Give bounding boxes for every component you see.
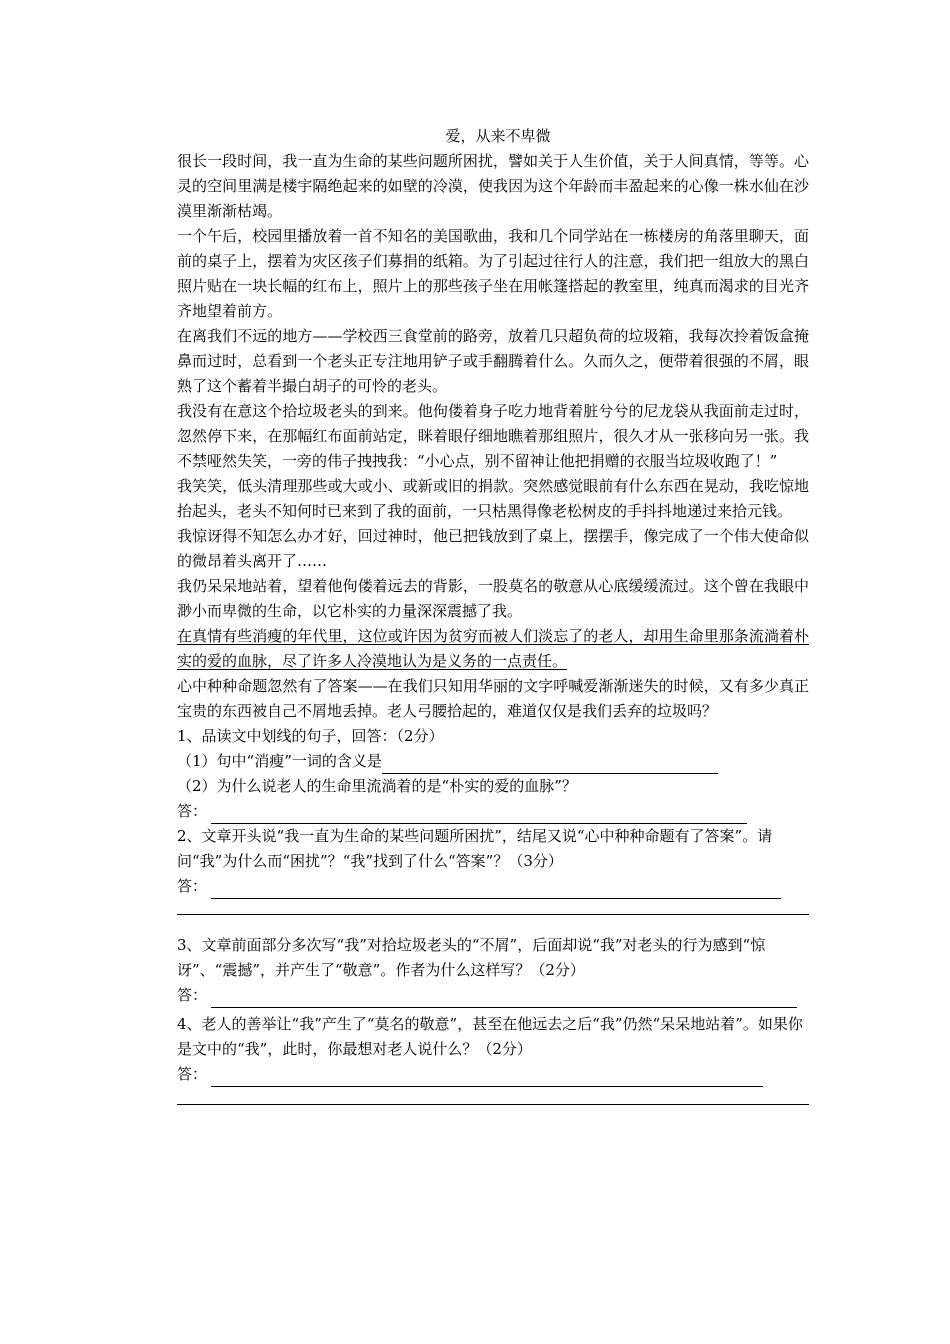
question-1: 1、品读文中划线的句子，回答：（2分） [177, 727, 444, 745]
answer-label: 答： [177, 986, 208, 1004]
paragraph-1: 很长一段时间，我一直为生命的某些问题所困扰，譬如关于人生价值，关于人间真情，等等。心灵的空间里满是楼宇隔绝起来的如壁的冷漠，使我因为这个年龄而丰盈起来的心像一株水仙在沙漠里渐渐枯竭。 [177, 152, 809, 220]
underlined-sentence: 在真情有些消瘦的年代里，这位或许因为贫穷而被人们淡忘了的老人，却用生命里那条流淌着朴实的爱的血脉，尽了许多人冷漠地认为是义务的一点责任。 [177, 627, 809, 670]
paragraph-9: 心中种种命题忽然有了答案——在我们只知用华丽的文字呼喊爱渐渐迷失的时候，又有多少真正宝贵的东西被自己不屑地丢掉。老人弓腰拾起的，难道仅仅是我们丢弃的垃圾吗？ [177, 677, 809, 720]
answer-line-2b[interactable] [177, 913, 809, 915]
article-title: 爱，从来不卑微 [445, 127, 551, 145]
paragraph-5: 我笑笑，低头清理那些或大或小、或新或旧的捐款。突然感觉眼前有什么东西在晃动，我吃惊地抬起头，老头不知何时已来到了我的面前，一只枯黑得像老松树皮的手抖抖地递过来拾元钱。 [177, 477, 809, 520]
answer-blank-2[interactable] [211, 882, 781, 899]
worksheet [177, 123, 809, 1123]
paragraph-7: 我仍呆呆地站着，望着他佝偻着远去的背影，一股莫名的敬意从心底缓缓流过。这个曾在我眼中渺小而卑微的生命，以它朴实的力量深深震撼了我。 [177, 577, 809, 620]
answer-blank-1-2[interactable] [211, 807, 747, 824]
answer-line-4b[interactable] [177, 1103, 809, 1105]
question-1-1-row [177, 749, 809, 774]
answer-blank-1-1[interactable] [382, 757, 718, 774]
answer-label: 答： [177, 802, 208, 820]
question-1-2: （2）为什么说老人的生命里流淌着的是“朴实的爱的血脉”？ [177, 777, 577, 795]
answer-label: 答： [177, 877, 208, 895]
paragraph-3: 在离我们不远的地方——学校西三食堂前的路旁，放着几只超负荷的垃圾箱，我每次拎着饭盒掩鼻而过时，总看到一个老头正专注地用铲子或手翻腾着什么。久而久之，便带着很强的不屑，眼熟了这个蓄着半撮白胡子的可怜的老头。 [177, 327, 809, 395]
answer-label: 答： [177, 1065, 208, 1083]
answer-row-2 [177, 874, 809, 899]
answer-row-4 [177, 1062, 809, 1087]
question-1-1: （1）句中“消瘦”一词的含义是 [177, 752, 382, 770]
paragraph-8-underlined [177, 624, 809, 674]
answer-row-1-2 [177, 799, 809, 824]
answer-blank-3[interactable] [211, 991, 797, 1008]
paragraph-2: 一个午后，校园里播放着一首不知名的美国歌曲，我和几个同学站在一栋楼房的角落里聊天，面前的桌子上，摆着为灾区孩子们募捐的纸箱。为了引起过往行人的注意，我们把一组放大的黑白照片贴在一块长幅的红布上，照片上的那些孩子坐在用帐篷搭起的教室里，纯真而渴求的目光齐齐地望着前方。 [177, 227, 809, 320]
answer-row-3 [177, 983, 809, 1008]
question-3: 3、文章前面部分多次写“我”对拾垃圾老头的“不屑”，后面却说“我”对老头的行为感到“惊讶”、“震撼”，并产生了“敬意”。作者为什么这样写？（2分） [177, 936, 766, 979]
question-4: 4、老人的善举让“我”产生了“莫名的敬意”，甚至在他远去之后“我”仍然“呆呆地站着”。如果你是文中的“我”，此时，你最想对老人说什么？（2分） [177, 1015, 803, 1058]
paragraph-4: 我没有在意这个拾垃圾老头的到来。他佝偻着身子吃力地背着脏兮兮的尼龙袋从我面前走过时，忽然停下来，在那幅红布面前站定，眯着眼仔细地瞧着那组照片，很久才从一张移向另一张。我不禁哑然失笑，一旁的伟子拽拽我：“小心点，别不留神让他把捐赠的衣服当垃圾收跑了！” [177, 402, 809, 470]
answer-blank-4[interactable] [211, 1070, 763, 1087]
question-2: 2、文章开头说“我一直为生命的某些问题所困扰”，结尾又说“心中种种命题有了答案”。请问“我”为什么而“困扰”？“我”找到了什么“答案”？（3分） [177, 827, 773, 870]
paragraph-6: 我惊讶得不知怎么办才好，回过神时，他已把钱放到了桌上，摆摆手，像完成了一个伟大使命似的微昂着头离开了…… [177, 527, 809, 570]
